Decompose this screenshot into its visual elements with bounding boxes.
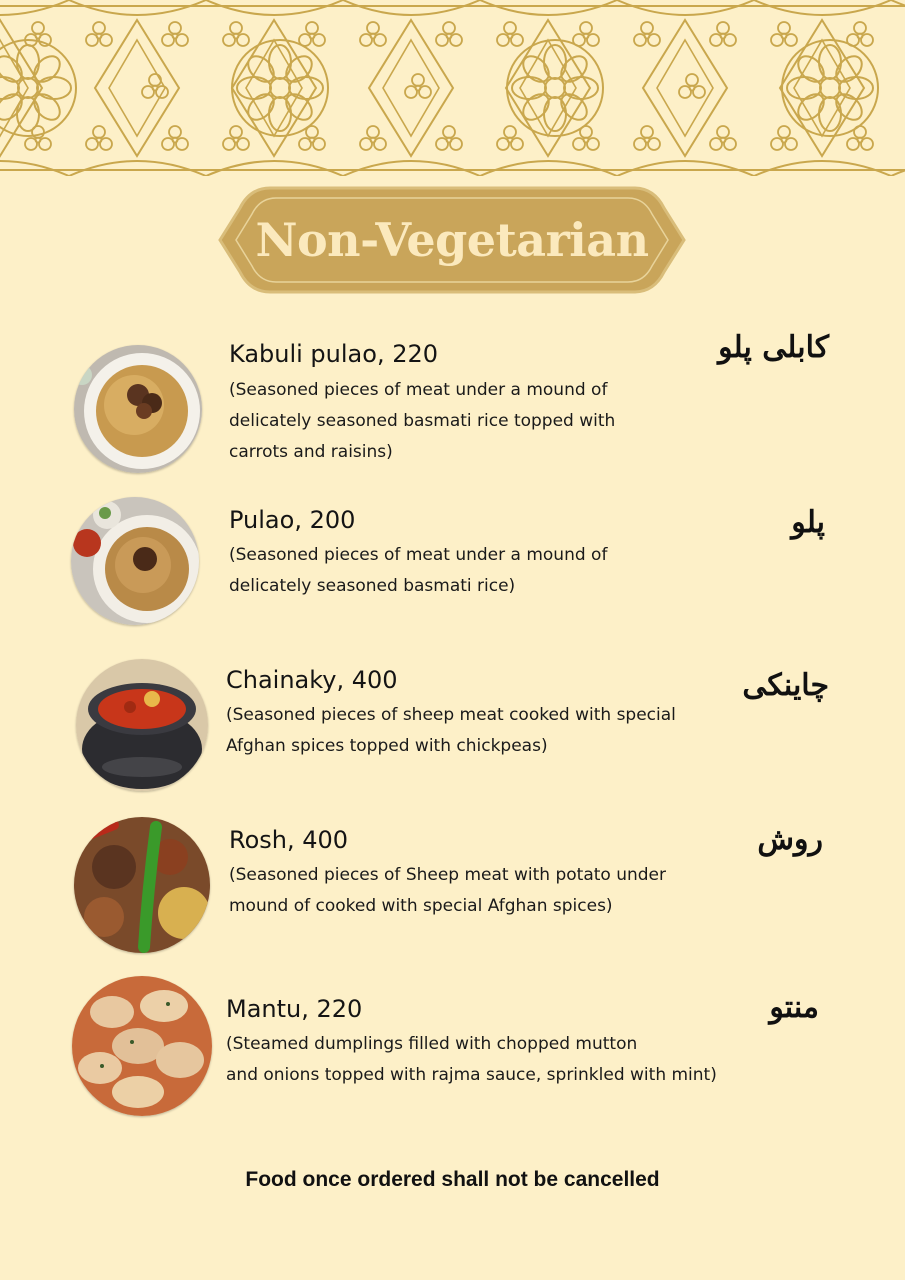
item-native-name: چاینکی [742, 668, 829, 703]
footer-note: Food once ordered shall not be cancelled [245, 1168, 660, 1191]
item-description: (Seasoned pieces of meat under a mound of delicately seasoned basmati rice) [229, 545, 608, 596]
item-name: Chainaky, 400 [226, 666, 398, 694]
item-native-name: کابلی پلو [718, 330, 829, 365]
item-native-name: روش [757, 822, 823, 857]
item-description: (Seasoned pieces of meat under a mound of delicately seasoned basmati rice topped with carrots and raisins) [229, 380, 616, 462]
dish-photo [76, 659, 208, 791]
item-native-name: منتو [769, 990, 819, 1025]
item-name: Mantu, 220 [226, 995, 363, 1023]
item-description: (Seasoned pieces of sheep meat cooked with special Afghan spices topped with chickpeas) [226, 705, 676, 756]
dish-photo [72, 976, 212, 1116]
item-name: Pulao, 200 [229, 506, 356, 534]
item-name: Rosh, 400 [229, 826, 349, 854]
dish-photo [71, 497, 199, 625]
item-description: (Seasoned pieces of Sheep meat with potato under mound of cooked with special Afghan spices) [229, 865, 667, 916]
dish-photo [74, 345, 202, 473]
ornamental-border [0, 0, 905, 176]
item-description: (Steamed dumplings filled with chopped mutton and onions topped with rajma sauce, sprinkled with mint) [226, 1034, 717, 1085]
dish-photo [74, 817, 210, 953]
item-name: Kabuli pulao, 220 [229, 340, 439, 368]
page-title: Non-Vegetarian [255, 213, 649, 267]
item-native-name: پلو [791, 505, 825, 540]
